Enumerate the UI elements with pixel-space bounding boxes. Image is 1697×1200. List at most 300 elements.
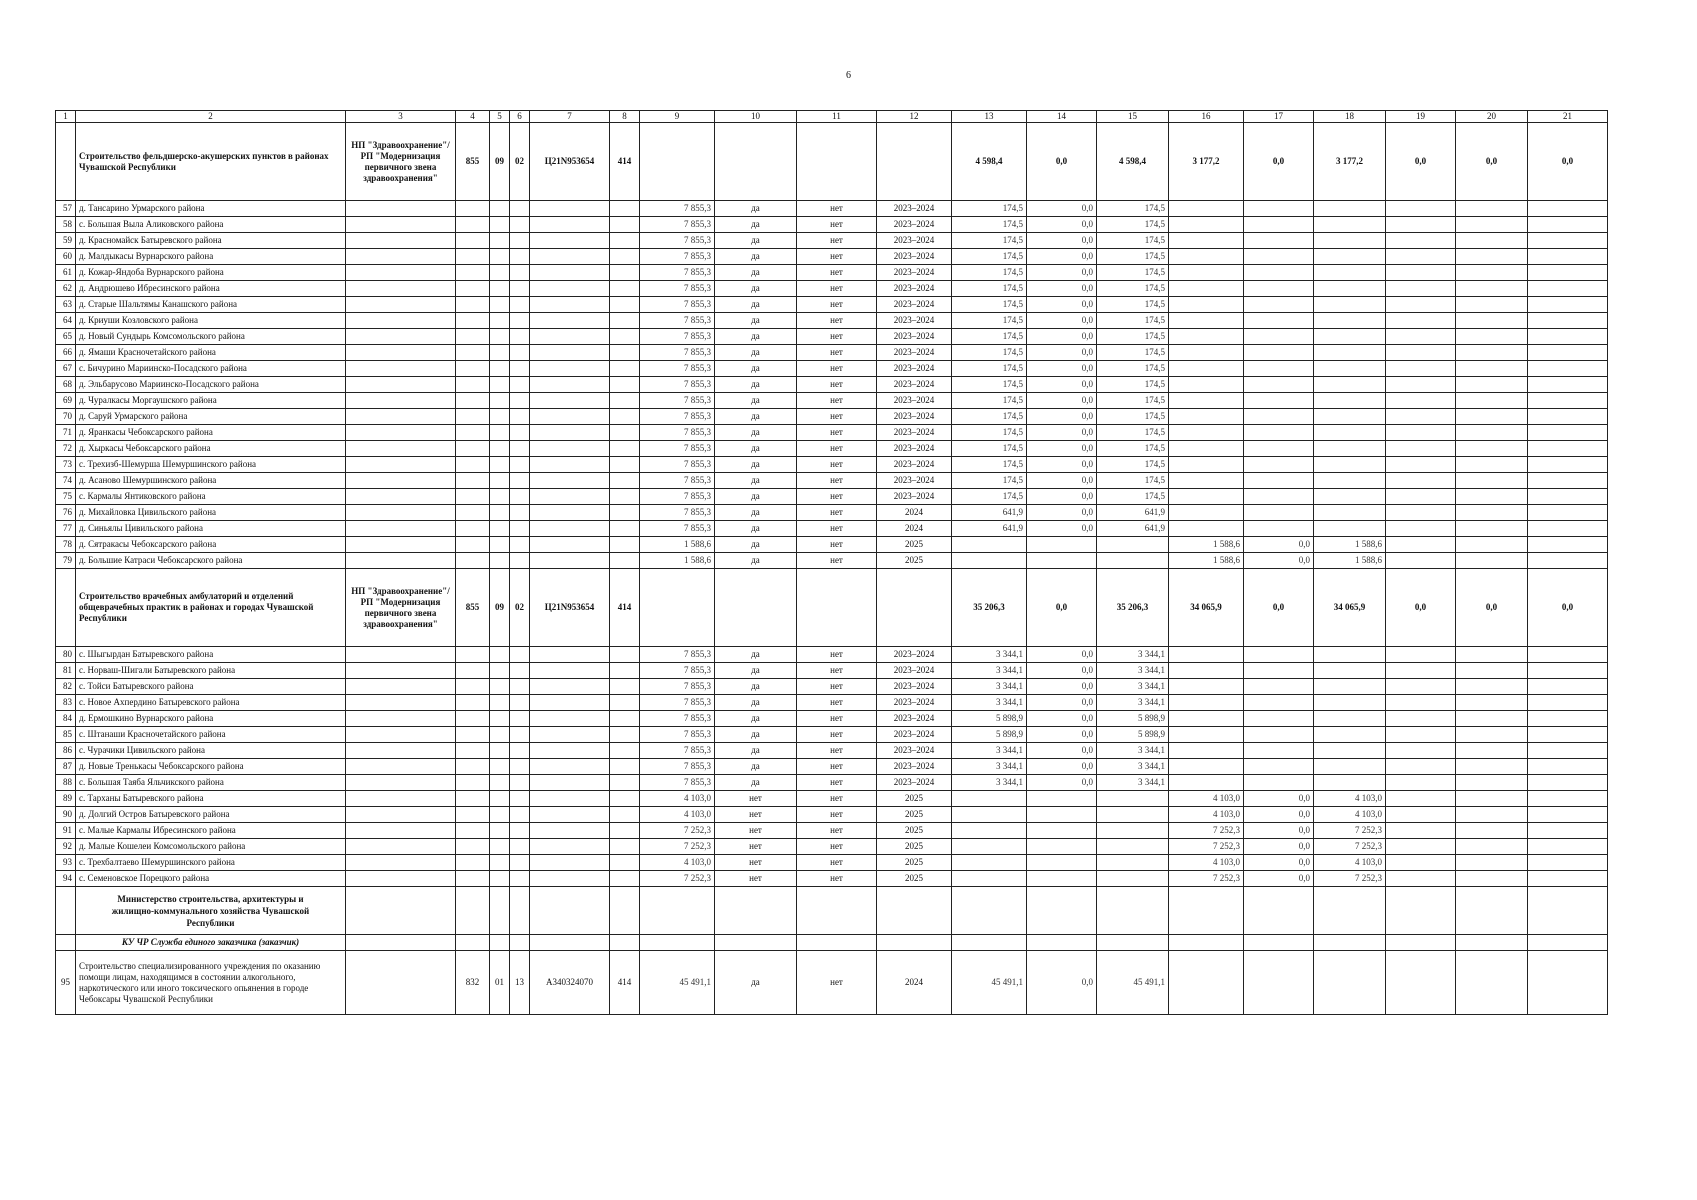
empty-cell-c19 [1386,727,1456,743]
row-number-cell: 62 [56,281,76,297]
column-number-cell: 12 [877,111,952,123]
empty-cell-c20 [1456,839,1528,855]
amount-cell-c15: 3 344,1 [1097,743,1169,759]
amount-cell-c14: 0,0 [1027,473,1097,489]
amount-cell-c17: 0,0 [1244,553,1314,569]
design-doc-cell: да [715,345,797,361]
estimated-cost-cell: 7 855,3 [640,201,715,217]
expertise-cell: нет [797,871,877,887]
amount-cell-c17 [1244,489,1314,505]
column-number-cell: 21 [1528,111,1608,123]
table-row [56,871,1608,887]
empty-cell-c19 [1386,871,1456,887]
amount-cell-c15 [1097,537,1169,553]
empty-cell-c6 [510,663,530,679]
object-name-cell: с. Семеновское Порецкого района [76,871,346,887]
amount-cell-c13 [952,791,1027,807]
row-number-cell: 90 [56,807,76,823]
column-number-cell: 3 [346,111,456,123]
empty-cell-c5 [490,807,510,823]
empty-cell-c5 [490,695,510,711]
empty-cell-c17 [1244,951,1314,1015]
empty-cell-c5 [490,775,510,791]
expertise-cell: нет [797,329,877,345]
empty-cell-c6 [510,855,530,871]
amount-cell-c15: 3 344,1 [1097,679,1169,695]
table-row [56,297,1608,313]
amount-cell-c16 [1169,249,1244,265]
empty-cell-c21 [1528,329,1608,345]
table-row [56,775,1608,791]
empty-cell-c19 [1386,377,1456,393]
empty-cell-c7 [530,647,610,663]
empty-cell-c5 [490,679,510,695]
page-number: 6 [846,70,851,81]
empty-cell-c7 [530,377,610,393]
empty-cell-c20 [1456,297,1528,313]
object-name-cell: с. Бичурино Мариинско-Посадского района [76,361,346,377]
expertise-cell: нет [797,775,877,791]
design-doc-cell: да [715,711,797,727]
expertise-cell: нет [797,695,877,711]
table-row [56,521,1608,537]
table-row [56,663,1608,679]
empty-cell-c3 [346,281,456,297]
amount-cell-c18 [1314,441,1386,457]
empty-cell-c3 [346,711,456,727]
estimated-cost-cell: 7 855,3 [640,313,715,329]
expertise-cell: нет [797,457,877,473]
empty-cell-c20 [1456,489,1528,505]
empty-cell-c4 [456,377,490,393]
amount-cell-c16 [1169,663,1244,679]
empty-cell-c20 [1456,457,1528,473]
empty-cell-c8 [610,201,640,217]
amount-cell-c14: 0,0 [1027,123,1097,201]
amount-cell-c18 [1314,249,1386,265]
amount-cell-c14: 0,0 [1027,313,1097,329]
empty-cell-c8 [610,887,640,935]
table-row [56,201,1608,217]
amount-cell-c17 [1244,281,1314,297]
empty-cell-c20 [1456,951,1528,1015]
empty-cell-c21 [1528,217,1608,233]
code-cell-c8: 414 [610,951,640,1015]
amount-cell-c17 [1244,377,1314,393]
empty-cell-c3 [346,249,456,265]
empty-cell-c11 [797,935,877,951]
period-cell: 2023–2024 [877,217,952,233]
amount-cell-c15: 174,5 [1097,457,1169,473]
amount-cell-c15: 174,5 [1097,473,1169,489]
empty-cell-c6 [510,679,530,695]
amount-cell-c15 [1097,807,1169,823]
amount-cell-c16 [1169,297,1244,313]
empty-cell-c4 [456,425,490,441]
column-number-cell: 6 [510,111,530,123]
empty-cell-c4 [456,313,490,329]
estimated-cost-cell: 7 855,3 [640,393,715,409]
amount-cell-c13 [952,855,1027,871]
amount-cell-c13: 174,5 [952,297,1027,313]
row-number-cell: 73 [56,457,76,473]
amount-cell-c14 [1027,791,1097,807]
table-row [56,393,1608,409]
amount-cell-c18 [1314,759,1386,775]
estimated-cost-cell: 7 855,3 [640,345,715,361]
expertise-cell: нет [797,791,877,807]
empty-cell-c3 [346,887,456,935]
expertise-cell: нет [797,201,877,217]
expertise-cell: нет [797,441,877,457]
column-number-cell: 11 [797,111,877,123]
empty-cell-c4 [456,361,490,377]
row-number-cell: 80 [56,647,76,663]
amount-cell-c16 [1169,345,1244,361]
amount-cell-c14: 0,0 [1027,743,1097,759]
table-row [56,217,1608,233]
empty-cell-c8 [610,233,640,249]
empty-cell-c8 [610,647,640,663]
amount-cell-c17 [1244,505,1314,521]
expertise-cell: нет [797,425,877,441]
code-cell-c5: 09 [490,569,510,647]
amount-cell-c16: 4 103,0 [1169,807,1244,823]
empty-cell-c20 [1456,711,1528,727]
empty-cell-c19 [1386,553,1456,569]
period-cell: 2023–2024 [877,249,952,265]
row-number-cell: 89 [56,791,76,807]
amount-cell-c17 [1244,409,1314,425]
table-row [56,647,1608,663]
amount-cell-c18 [1314,297,1386,313]
empty-cell-c21 [1528,647,1608,663]
amount-cell-c18: 4 103,0 [1314,807,1386,823]
amount-cell-c13: 174,5 [952,313,1027,329]
object-name-cell: д. Тансарино Урмарского района [76,201,346,217]
empty-cell-c4 [456,345,490,361]
amount-cell-c17: 0,0 [1244,807,1314,823]
empty-cell-c8 [610,855,640,871]
empty-cell-c19 [1386,345,1456,361]
amount-cell-c18 [1314,233,1386,249]
empty-cell-c5 [490,855,510,871]
empty-cell-c3 [346,743,456,759]
expertise-cell: нет [797,553,877,569]
empty-cell-c20 [1456,823,1528,839]
code-cell-c8: 414 [610,123,640,201]
empty-cell-c4 [456,855,490,871]
empty-cell-c19 [1386,425,1456,441]
empty-cell-c8 [610,281,640,297]
empty-cell-c7 [530,265,610,281]
row-number-cell: 82 [56,679,76,695]
object-name-cell: Строительство специализированного учреждения по оказанию помощи лицам, находящимся в состоянии алкогольного, наркотического или иного токсического опьянения в городе Чебоксары Чувашской Республики [76,951,346,1015]
empty-cell-c7 [530,329,610,345]
amount-cell-c17 [1244,679,1314,695]
amount-cell-c16 [1169,505,1244,521]
group-name-cell: Строительство фельдшерско-акушерских пунктов в районах Чувашской Республики [76,123,346,201]
code-cell-c4: 832 [456,951,490,1015]
amount-cell-c16: 1 588,6 [1169,537,1244,553]
expertise-cell: нет [797,679,877,695]
amount-cell-c14 [1027,855,1097,871]
empty-cell-c20 [1456,345,1528,361]
design-doc-cell: да [715,521,797,537]
amount-cell-c14: 0,0 [1027,217,1097,233]
customer-row [56,935,1608,951]
empty-cell-c19 [1386,951,1456,1015]
amount-cell-c18 [1314,265,1386,281]
amount-cell-c15: 641,9 [1097,521,1169,537]
expertise-cell: нет [797,823,877,839]
table-row [56,839,1608,855]
design-doc-cell: да [715,313,797,329]
empty-cell-c8 [610,313,640,329]
empty-cell-c20 [1456,553,1528,569]
amount-cell-c16 [1169,775,1244,791]
amount-cell-c18 [1314,695,1386,711]
empty-cell-c5 [490,935,510,951]
amount-cell-c16 [1169,313,1244,329]
empty-cell-c4 [456,201,490,217]
estimated-cost-cell: 45 491,1 [640,951,715,1015]
amount-cell-c16 [1169,441,1244,457]
empty-cell-c7 [530,823,610,839]
table-row [56,855,1608,871]
empty-cell-c4 [456,553,490,569]
amount-cell-c17: 0,0 [1244,839,1314,855]
expertise-cell: нет [797,759,877,775]
empty-cell-c6 [510,361,530,377]
amount-cell-c17 [1244,743,1314,759]
empty-cell-c20 [1456,887,1528,935]
code-cell-c7: Ц21N953654 [530,123,610,201]
expertise-cell: нет [797,489,877,505]
empty-cell-c8 [610,871,640,887]
empty-cell-c5 [490,377,510,393]
empty-cell-c4 [456,695,490,711]
empty-cell-c3 [346,361,456,377]
empty-cell-c21 [1528,695,1608,711]
empty-cell-c20 [1456,361,1528,377]
amount-cell-c16 [1169,473,1244,489]
expertise-cell: нет [797,743,877,759]
object-name-cell: д. Новые Тренькасы Чебоксарского района [76,759,346,775]
amount-cell-c13: 174,5 [952,281,1027,297]
amount-cell-c16 [1169,377,1244,393]
empty-cell-c21 [1528,537,1608,553]
amount-cell-c15: 174,5 [1097,329,1169,345]
amount-cell-c17 [1244,297,1314,313]
amount-cell-c18 [1314,663,1386,679]
object-name-cell: д. Михайловка Цивильского района [76,505,346,521]
expertise-cell: нет [797,537,877,553]
amount-cell-c18 [1314,457,1386,473]
empty-cell-c4 [456,663,490,679]
period-cell: 2023–2024 [877,775,952,791]
empty-cell-c8 [610,409,640,425]
empty-cell-c3 [346,679,456,695]
amount-cell-c13: 174,5 [952,473,1027,489]
empty-cell-c6 [510,409,530,425]
empty-cell-c9 [640,123,715,201]
amount-cell-c13: 174,5 [952,329,1027,345]
amount-cell-c20: 0,0 [1456,569,1528,647]
empty-cell-c4 [456,711,490,727]
amount-cell-c18 [1314,521,1386,537]
amount-cell-c15: 174,5 [1097,361,1169,377]
column-number-cell: 8 [610,111,640,123]
empty-cell-c6 [510,935,530,951]
empty-cell-c21 [1528,887,1608,935]
amount-cell-c16 [1169,457,1244,473]
expertise-cell: нет [797,839,877,855]
empty-cell-c6 [510,217,530,233]
empty-cell-c8 [610,743,640,759]
empty-cell-c19 [1386,839,1456,855]
design-doc-cell: да [715,473,797,489]
empty-cell-c5 [490,823,510,839]
amount-cell-c14: 0,0 [1027,393,1097,409]
row-number-cell: 66 [56,345,76,361]
empty-cell-c4 [456,521,490,537]
design-doc-cell: да [715,695,797,711]
period-cell: 2025 [877,823,952,839]
amount-cell-c14 [1027,553,1097,569]
code-cell-c6: 02 [510,569,530,647]
row-number-cell: 60 [56,249,76,265]
amount-cell-c13: 174,5 [952,377,1027,393]
empty-cell-c3 [346,345,456,361]
expertise-cell: нет [797,281,877,297]
amount-cell-c16 [1169,711,1244,727]
empty-cell-c7 [530,871,610,887]
amount-cell-c16: 7 252,3 [1169,823,1244,839]
period-cell: 2023–2024 [877,727,952,743]
period-cell: 2024 [877,951,952,1015]
table-row [56,695,1608,711]
empty-cell-c19 [1386,695,1456,711]
empty-cell-c4 [456,409,490,425]
table-row [56,345,1608,361]
amount-cell-c17 [1244,313,1314,329]
empty-cell-c21 [1528,759,1608,775]
empty-cell-c19 [1386,233,1456,249]
object-name-cell: с. Большая Выла Аликовского района [76,217,346,233]
empty-cell-c6 [510,537,530,553]
empty-cell-c6 [510,727,530,743]
empty-cell-c6 [510,759,530,775]
empty-cell-c3 [346,759,456,775]
empty-cell-c5 [490,743,510,759]
empty-cell-c4 [456,791,490,807]
estimated-cost-cell: 7 855,3 [640,249,715,265]
amount-cell-c17: 0,0 [1244,569,1314,647]
amount-cell-c19: 0,0 [1386,569,1456,647]
amount-cell-c18: 1 588,6 [1314,553,1386,569]
table-row [56,711,1608,727]
amount-cell-c13: 3 344,1 [952,775,1027,791]
amount-cell-c15 [1097,855,1169,871]
amount-cell-c17: 0,0 [1244,123,1314,201]
table-row [56,759,1608,775]
empty-cell-c3 [346,201,456,217]
amount-cell-c15: 3 344,1 [1097,663,1169,679]
amount-cell-c13: 641,9 [952,505,1027,521]
empty-cell-c12 [877,569,952,647]
amount-cell-c18: 4 103,0 [1314,791,1386,807]
amount-cell-c15 [1097,553,1169,569]
amount-cell-c16 [1169,679,1244,695]
empty-cell-c21 [1528,473,1608,489]
estimated-cost-cell: 7 855,3 [640,505,715,521]
empty-cell-c7 [530,345,610,361]
column-number-cell: 18 [1314,111,1386,123]
amount-cell-c15: 3 344,1 [1097,647,1169,663]
empty-cell-c5 [490,217,510,233]
estimated-cost-cell: 1 588,6 [640,537,715,553]
table-row [56,553,1608,569]
amount-cell-c13: 45 491,1 [952,951,1027,1015]
object-name-cell: с. Тойси Батыревского района [76,679,346,695]
amount-cell-c14: 0,0 [1027,345,1097,361]
empty-cell-c20 [1456,759,1528,775]
empty-cell-c5 [490,313,510,329]
empty-cell-c7 [530,727,610,743]
estimated-cost-cell: 7 855,3 [640,425,715,441]
empty-cell-c3 [346,871,456,887]
object-name-cell: д. Большие Катраси Чебоксарского района [76,553,346,569]
empty-cell-c4 [456,823,490,839]
table-row [56,679,1608,695]
amount-cell-c15: 3 344,1 [1097,759,1169,775]
amount-cell-c17 [1244,695,1314,711]
object-name-cell: д. Хыркасы Чебоксарского района [76,441,346,457]
empty-cell-c8 [610,393,640,409]
amount-cell-c16: 34 065,9 [1169,569,1244,647]
period-cell: 2023–2024 [877,313,952,329]
design-doc-cell: да [715,361,797,377]
empty-cell-c3 [346,521,456,537]
amount-cell-c13: 174,5 [952,361,1027,377]
empty-cell-c6 [510,521,530,537]
object-name-cell: д. Эльбарусово Мариинско-Посадского района [76,377,346,393]
empty-cell-c7 [530,887,610,935]
empty-cell-c6 [510,807,530,823]
empty-cell-c3 [346,553,456,569]
period-cell: 2023–2024 [877,361,952,377]
object-name-cell: д. Чуралкасы Моргаушского района [76,393,346,409]
empty-cell-c4 [456,249,490,265]
group-header-row [56,569,1608,647]
empty-cell-c4 [456,775,490,791]
empty-cell-c3 [346,457,456,473]
empty-cell-c7 [530,457,610,473]
object-name-cell: д. Красномайск Батыревского района [76,233,346,249]
expertise-cell: нет [797,521,877,537]
empty-cell-c3 [346,505,456,521]
empty-cell-c8 [610,711,640,727]
table-row [56,823,1608,839]
amount-cell-c16: 7 252,3 [1169,839,1244,855]
estimated-cost-cell: 7 855,3 [640,473,715,489]
empty-cell-c3 [346,647,456,663]
amount-cell-c17 [1244,425,1314,441]
empty-cell-c5 [490,791,510,807]
estimated-cost-cell: 7 252,3 [640,823,715,839]
row-number-cell: 93 [56,855,76,871]
